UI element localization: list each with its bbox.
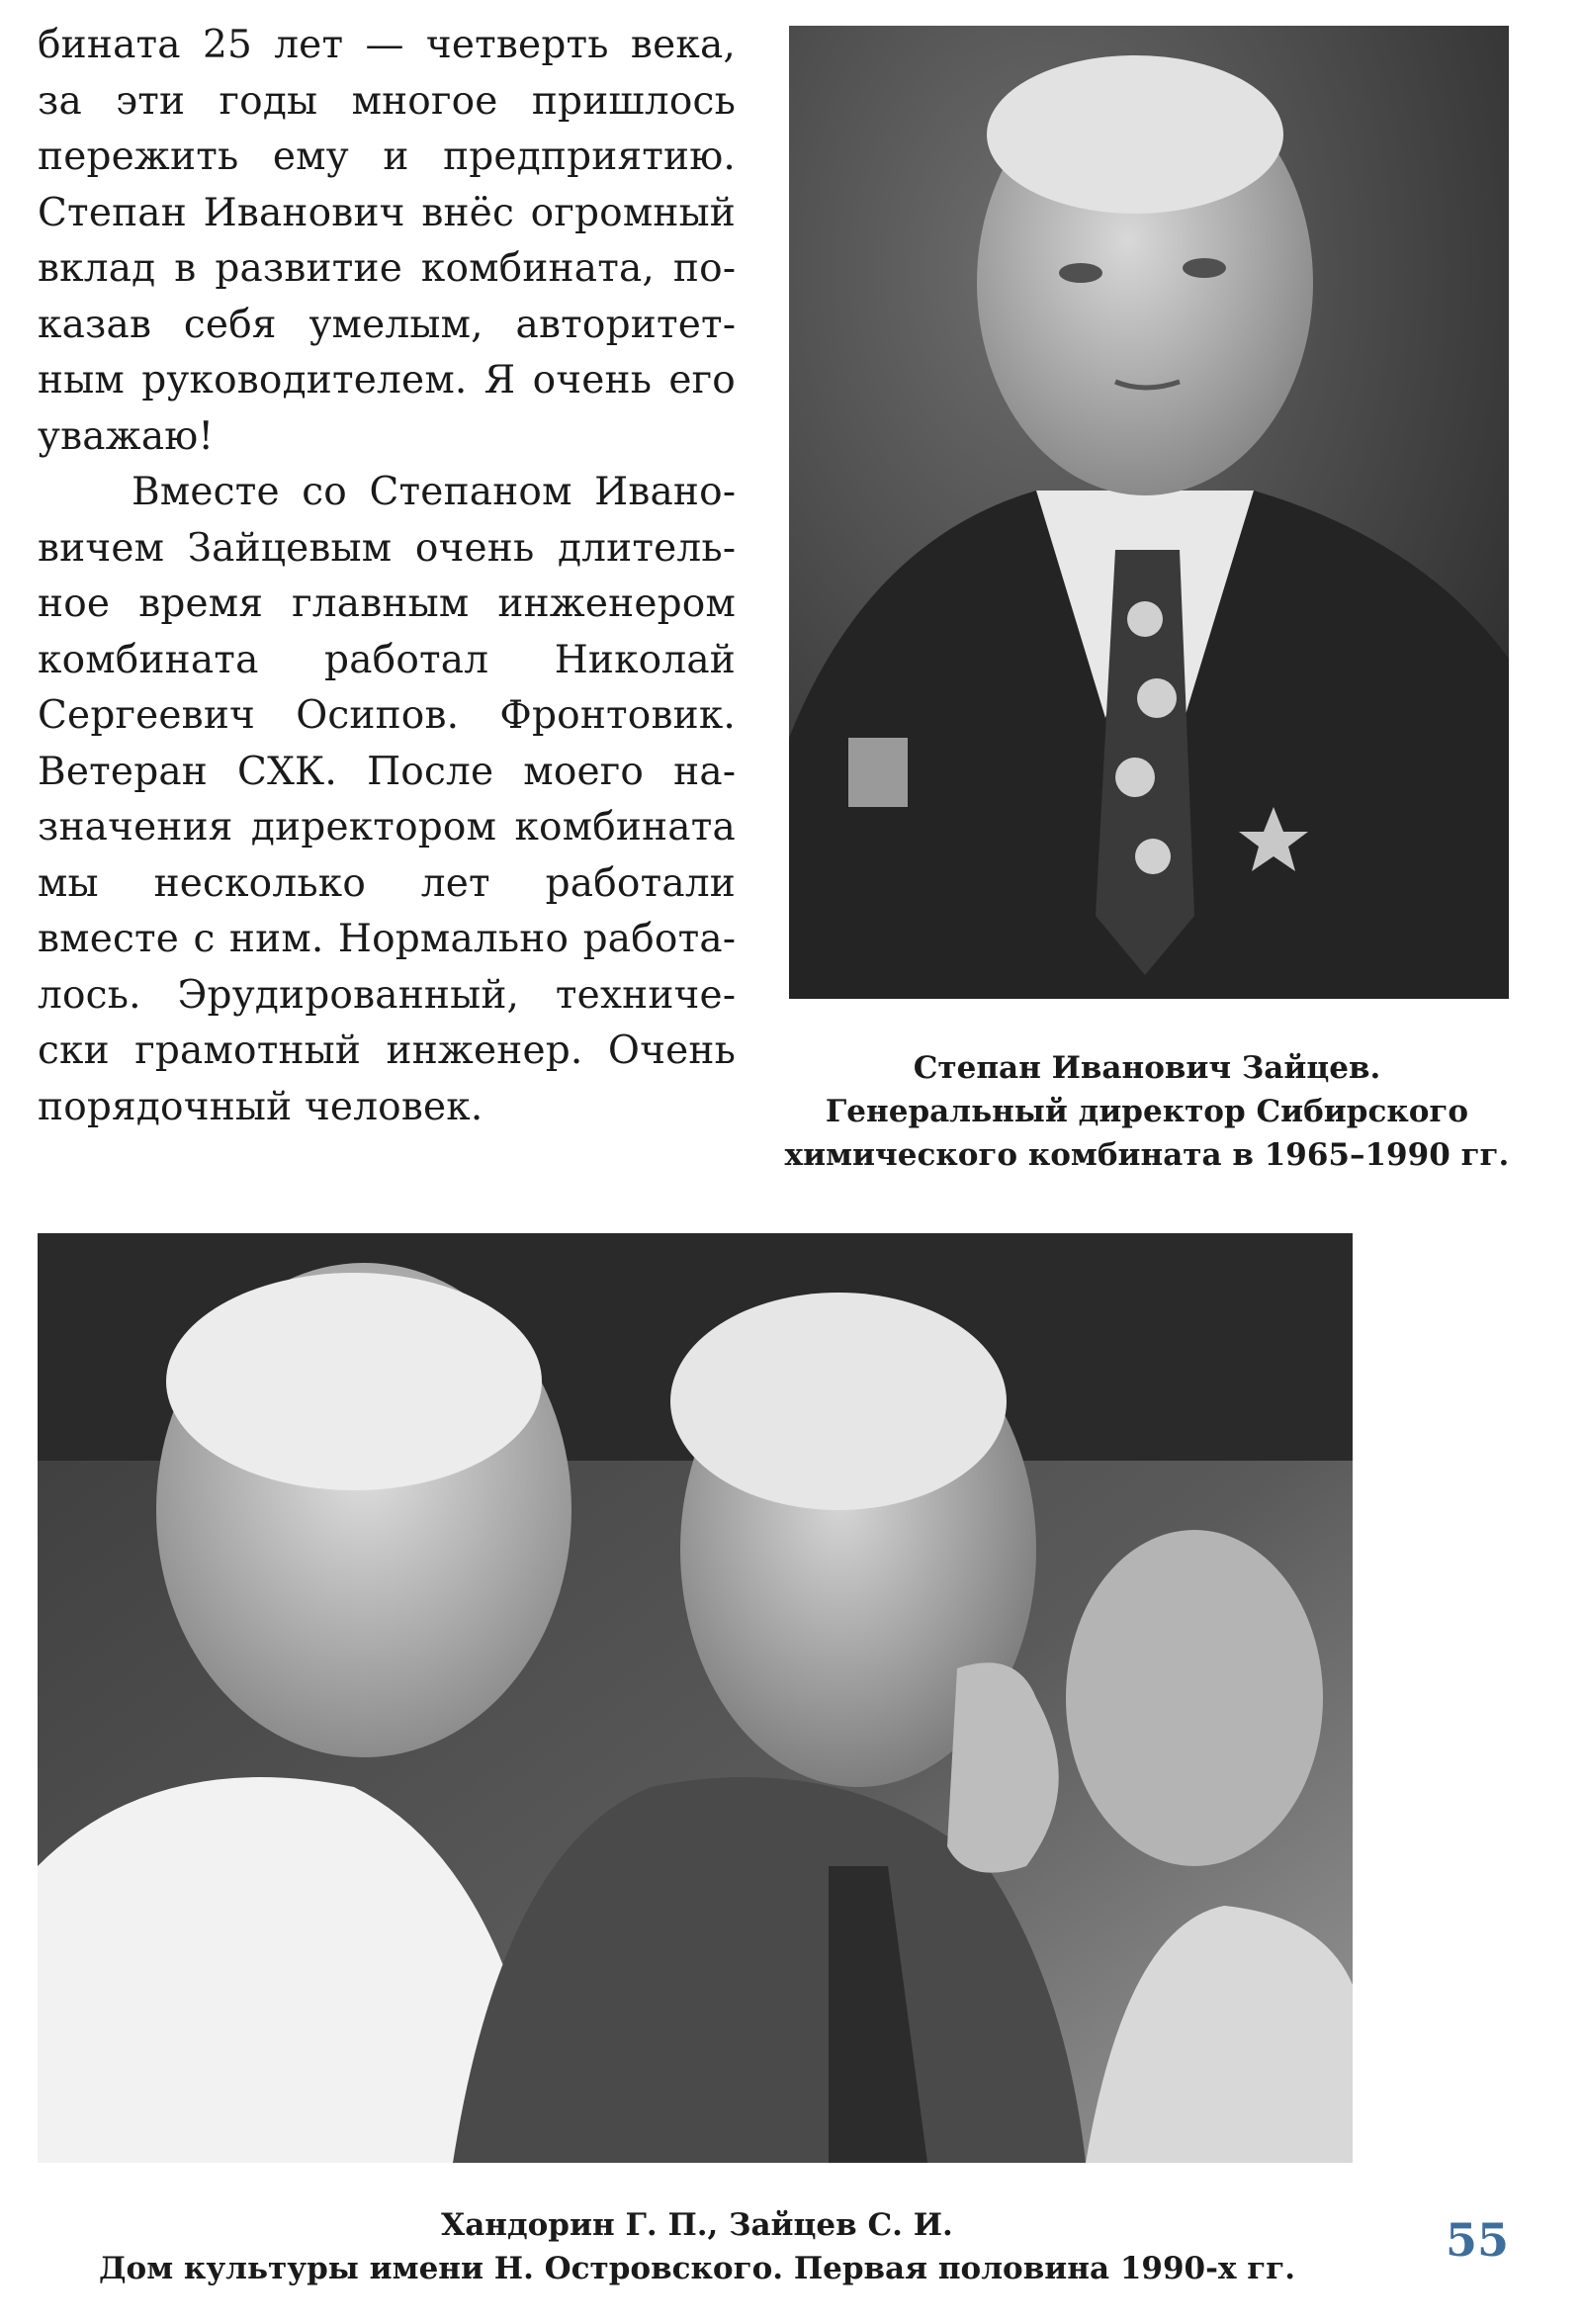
portrait-photo-image bbox=[789, 26, 1509, 999]
group-photo bbox=[38, 1233, 1353, 2163]
page-number: 55 bbox=[1446, 2213, 1510, 2267]
body-text bbox=[38, 18, 736, 1135]
paragraph: Вместе со Степаном Ивановичем Зайцевым очень длительное время главным инженером комбината работал Николай Сергеевич Осипов. Фронтовик. Ветеран СХК. После моего назначения директором комбината мы несколько лет работали вместе с ним. Нормально работалось. Эрудированный, технически грамотный инженер. Очень порядочный человек. bbox=[38, 470, 736, 1129]
caption-line: Хандорин Г. П., Зайцев С. И. bbox=[441, 2207, 953, 2243]
caption-line: Дом культуры имени Н. Островского. Первая половина 1990-х гг. bbox=[98, 2251, 1296, 2286]
caption-line: Генеральный директор Сибирского bbox=[825, 1094, 1469, 1129]
paragraph: бината 25 лет — четверть века, за эти годы многое пришлось пережить ему и предприятию. Степан Иванович внёс огромный вклад в развитие комбината, показав себя умелым, авторитетным руководителем. Я очень его уважаю! bbox=[38, 23, 736, 459]
portrait-photo bbox=[789, 26, 1509, 999]
caption-line: Степан Иванович Зайцев. bbox=[913, 1050, 1381, 1086]
group-photo-image bbox=[38, 1233, 1353, 2163]
caption-line: химического комбината в 1965–1990 гг. bbox=[784, 1137, 1510, 1173]
portrait-caption bbox=[771, 1046, 1523, 1177]
group-photo-caption bbox=[59, 2203, 1335, 2290]
